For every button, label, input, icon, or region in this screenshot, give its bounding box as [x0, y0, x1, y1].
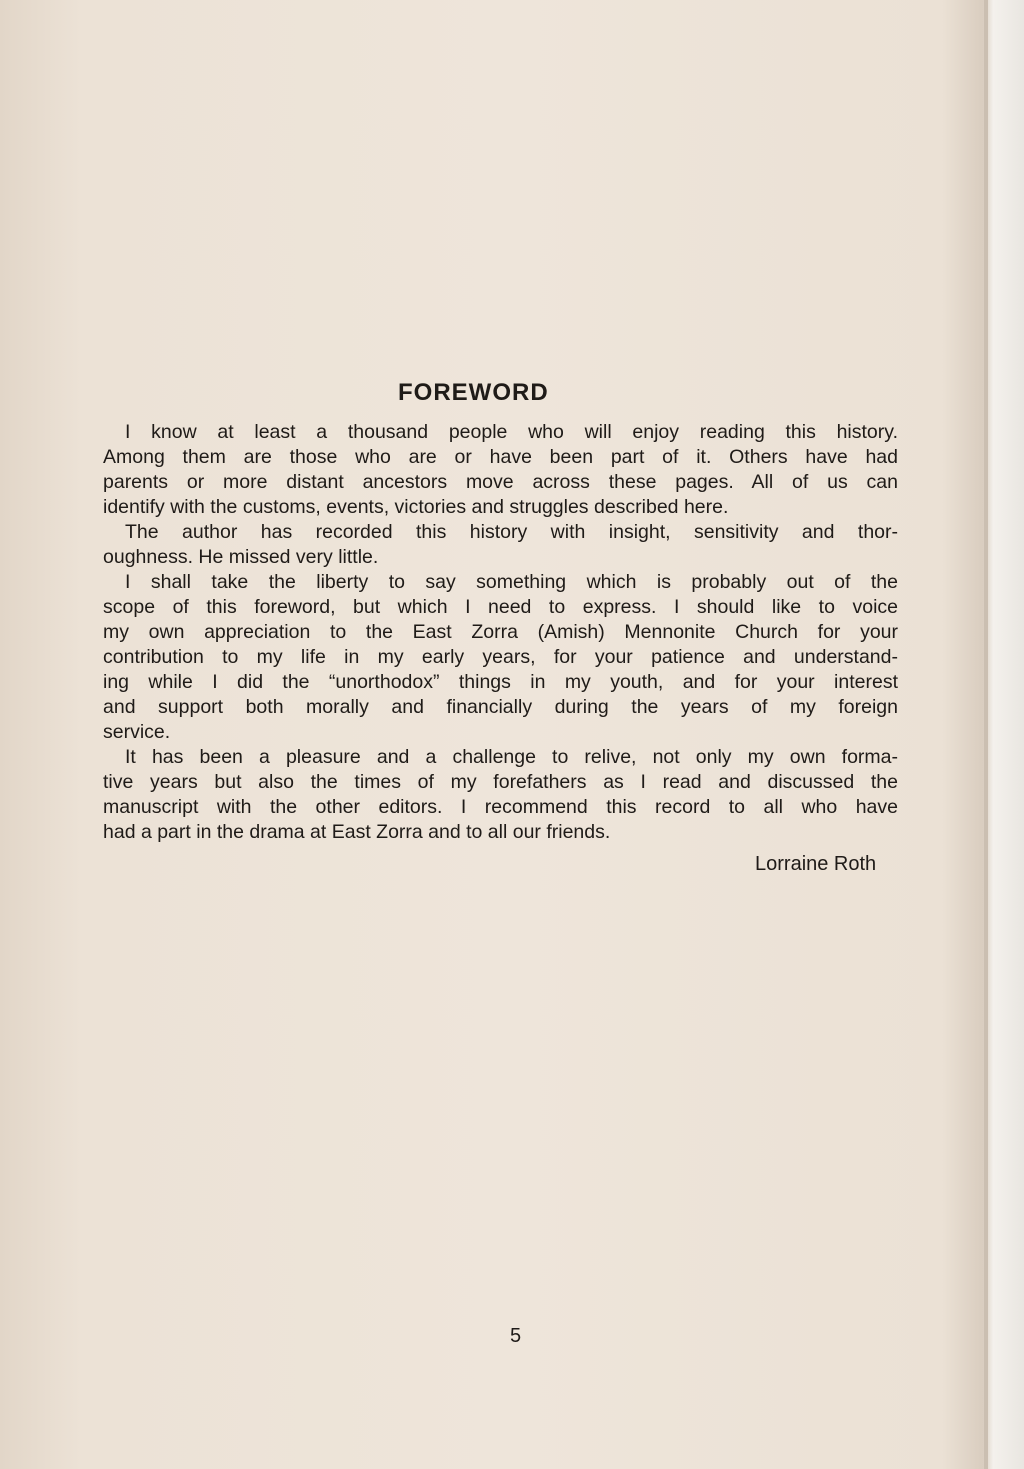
text-line: identify with the customs, events, victories and struggles described here.	[103, 496, 729, 518]
page-title: FOREWORD	[398, 379, 549, 406]
text-line: scope of this foreword, but which I need to express. I should like to voice	[103, 596, 898, 618]
text-line: manuscript with the other editors. I recommend this record to all who have	[103, 796, 898, 818]
text-line: It has been a pleasure and a challenge to relive, not only my own forma-	[125, 746, 898, 768]
text-line: ing while I did the “unorthodox” things in my youth, and for your interest	[103, 671, 898, 693]
text-line: service.	[103, 721, 171, 743]
text-line: The author has recorded this history with insight, sensitivity and thor-	[125, 521, 898, 543]
text-line: parents or more distant ancestors move across these pages. All of us can	[103, 471, 898, 493]
text-line: oughness. He missed very little.	[103, 546, 379, 568]
page-number: 5	[510, 1325, 522, 1347]
text-line: my own appreciation to the East Zorra (Amish) Mennonite Church for your	[103, 621, 898, 643]
text-line: I shall take the liberty to say something which is probably out of the	[125, 571, 898, 593]
text-line: I know at least a thousand people who will enjoy reading this history.	[125, 421, 898, 443]
text-line: and support both morally and financially during the years of my foreign	[103, 696, 898, 718]
text-line: Among them are those who are or have been part of it. Others have had	[103, 446, 898, 468]
text-line: contribution to my life in my early years, for your patience and understand-	[103, 646, 898, 668]
signature: Lorraine Roth	[755, 853, 877, 875]
page-edge	[984, 0, 988, 1469]
text-line: had a part in the drama at East Zorra and to all our friends.	[103, 821, 611, 843]
foreword-body	[103, 420, 898, 845]
text-line: tive years but also the times of my forefathers as I read and discussed the	[103, 771, 898, 793]
